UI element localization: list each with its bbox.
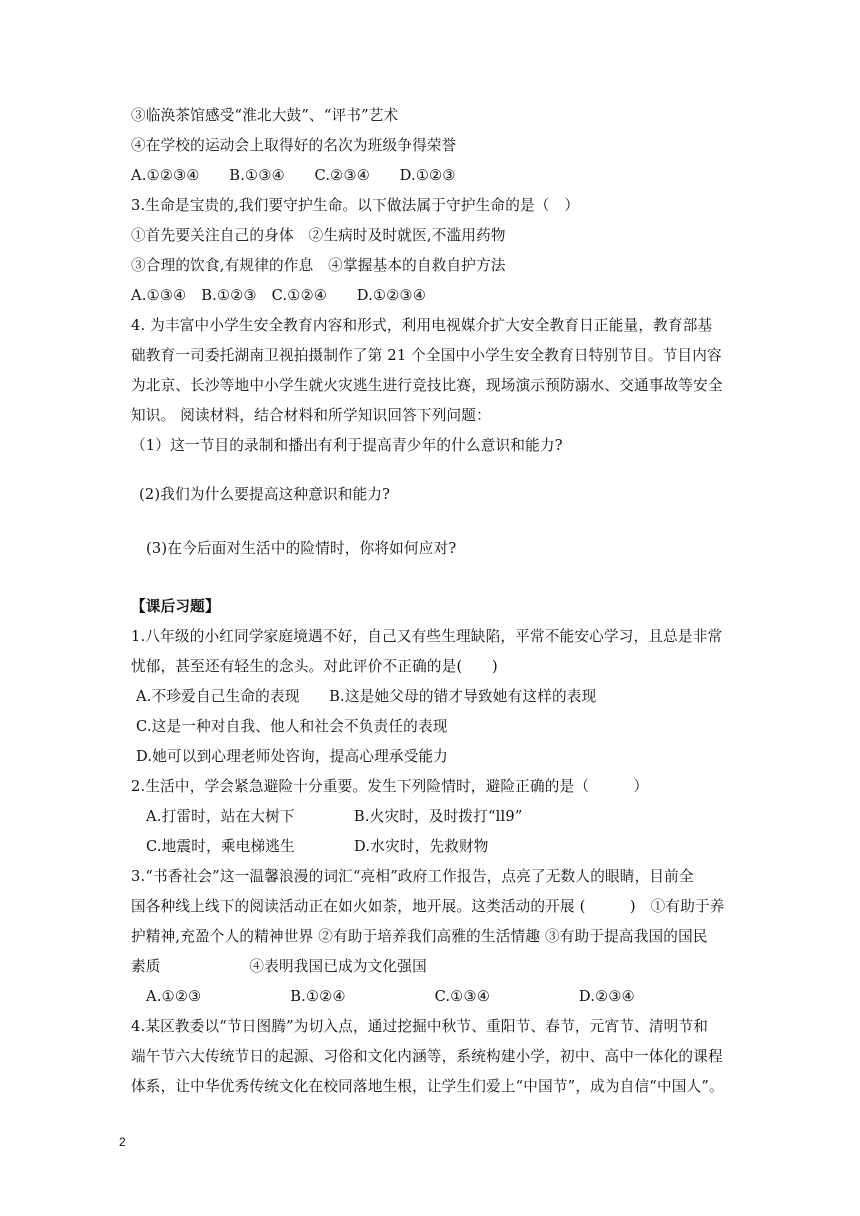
question-line: 2.生活中，学会紧急避险十分重要。发生下列险情时，避险正确的是（ ） xyxy=(131,778,649,795)
section-heading: 【课后习题】 xyxy=(131,598,220,615)
question-line: 3.生命是宝贵的,我们要守护生命。以下做法属于守护生命的是（ ） xyxy=(131,197,580,214)
text-line: 为北京、长沙等地中小学生就火灾逃生进行竞技比赛，现场演示预防溺水、交通事故等安全 xyxy=(131,377,723,394)
text-line: 体系，让中华优秀传统文化在校同落地生根，让学生们爱上“中国节”，成为自信“中国人”。 xyxy=(131,1078,724,1095)
question-line: 4.某区教委以“节日图腾”为切入点，通过挖掘中秋节、重阳节、春节，元宵节、清明节和 xyxy=(131,1018,709,1035)
option-line: C.这是一种对自我、他人和社会不负责任的表现 xyxy=(136,718,448,735)
option-line: A.①②③ B.①②④ C.①③④ D.②③④ xyxy=(146,988,635,1005)
text-line: ①首先要关注自己的身体 ②生病时及时就医,不滥用药物 xyxy=(131,227,506,244)
text-line: 忧郁，甚至还有轻生的念头。对此评价不正确的是( ) xyxy=(131,658,498,675)
text-line: ③合理的饮食,有规律的作息 ④掌握基本的自救自护方法 xyxy=(131,257,506,274)
option-line: C.地震时，乘电梯逃生 D.水灾时，先救财物 xyxy=(146,838,489,855)
text-line: 素质 ④表明我国已成为文化强国 xyxy=(131,958,427,975)
text-line: 础教育一司委托湖南卫视拍摄制作了第 21 个全国中小学生安全教育日特别节目。节目内容 xyxy=(131,347,722,364)
text-line: ③临涣茶馆感受“淮北大鼓”、“评书”艺术 xyxy=(131,107,399,124)
sub-question: (3)在今后面对生活中的险情时，你将如何应对? xyxy=(146,540,457,557)
text-line: 端午节六大传统节日的起源、习俗和文化内涵等，系统构建小学，初中、高中一体化的课程 xyxy=(131,1048,723,1065)
option-line: D.她可以到心理老师处咨询，提高心理承受能力 xyxy=(136,748,449,765)
text-line: A.①③④ B.①②③ C.①②④ D.①②③④ xyxy=(131,287,427,304)
option-line: A.不珍爱自己生命的表现 B.这是她父母的错才导致她有这样的表现 xyxy=(136,688,597,705)
option-line: A.打雷时，站在大树下 B.火灾时，及时拨打“ll9” xyxy=(146,808,523,825)
question-line: 4. 为丰富中小学生安全教育内容和形式，利用电视媒介扩大安全教育日正能量，教育部基 xyxy=(131,317,713,334)
sub-question: （1）这一节目的录制和播出有利于提高青少年的什么意识和能力? xyxy=(131,437,563,454)
page-number: 2 xyxy=(119,1135,126,1149)
question-line: 3.“书香社会”这一温馨浪漫的词汇“亮相”政府工作报告，点亮了无数人的眼睛，目前全 xyxy=(131,868,694,885)
sub-question: (2)我们为什么要提高这种意识和能力? xyxy=(139,486,391,503)
text-line: A.①②③④ B.①③④ C.②③④ D.①②③ xyxy=(131,167,456,184)
text-line: 护精神,充盈个人的精神世界 ②有助于培养我们高雅的生活情趣 ③有助于提高我国的国民 xyxy=(131,928,708,945)
text-line: ④在学校的运动会上取得好的名次为班级争得荣誉 xyxy=(131,137,457,154)
text-line: 国各种线上线下的阅读活动正在如火如荼，地开展。这类活动的开展 ( ) ①有助于养 xyxy=(131,898,725,915)
text-line: 知识。 阅读材料，结合材料和所学知识回答下列问题： xyxy=(131,407,491,424)
question-line: 1.八年级的小红同学家庭境遇不好，自己又有些生理缺陷，平常不能安心学习，且总是非常 xyxy=(131,628,723,645)
